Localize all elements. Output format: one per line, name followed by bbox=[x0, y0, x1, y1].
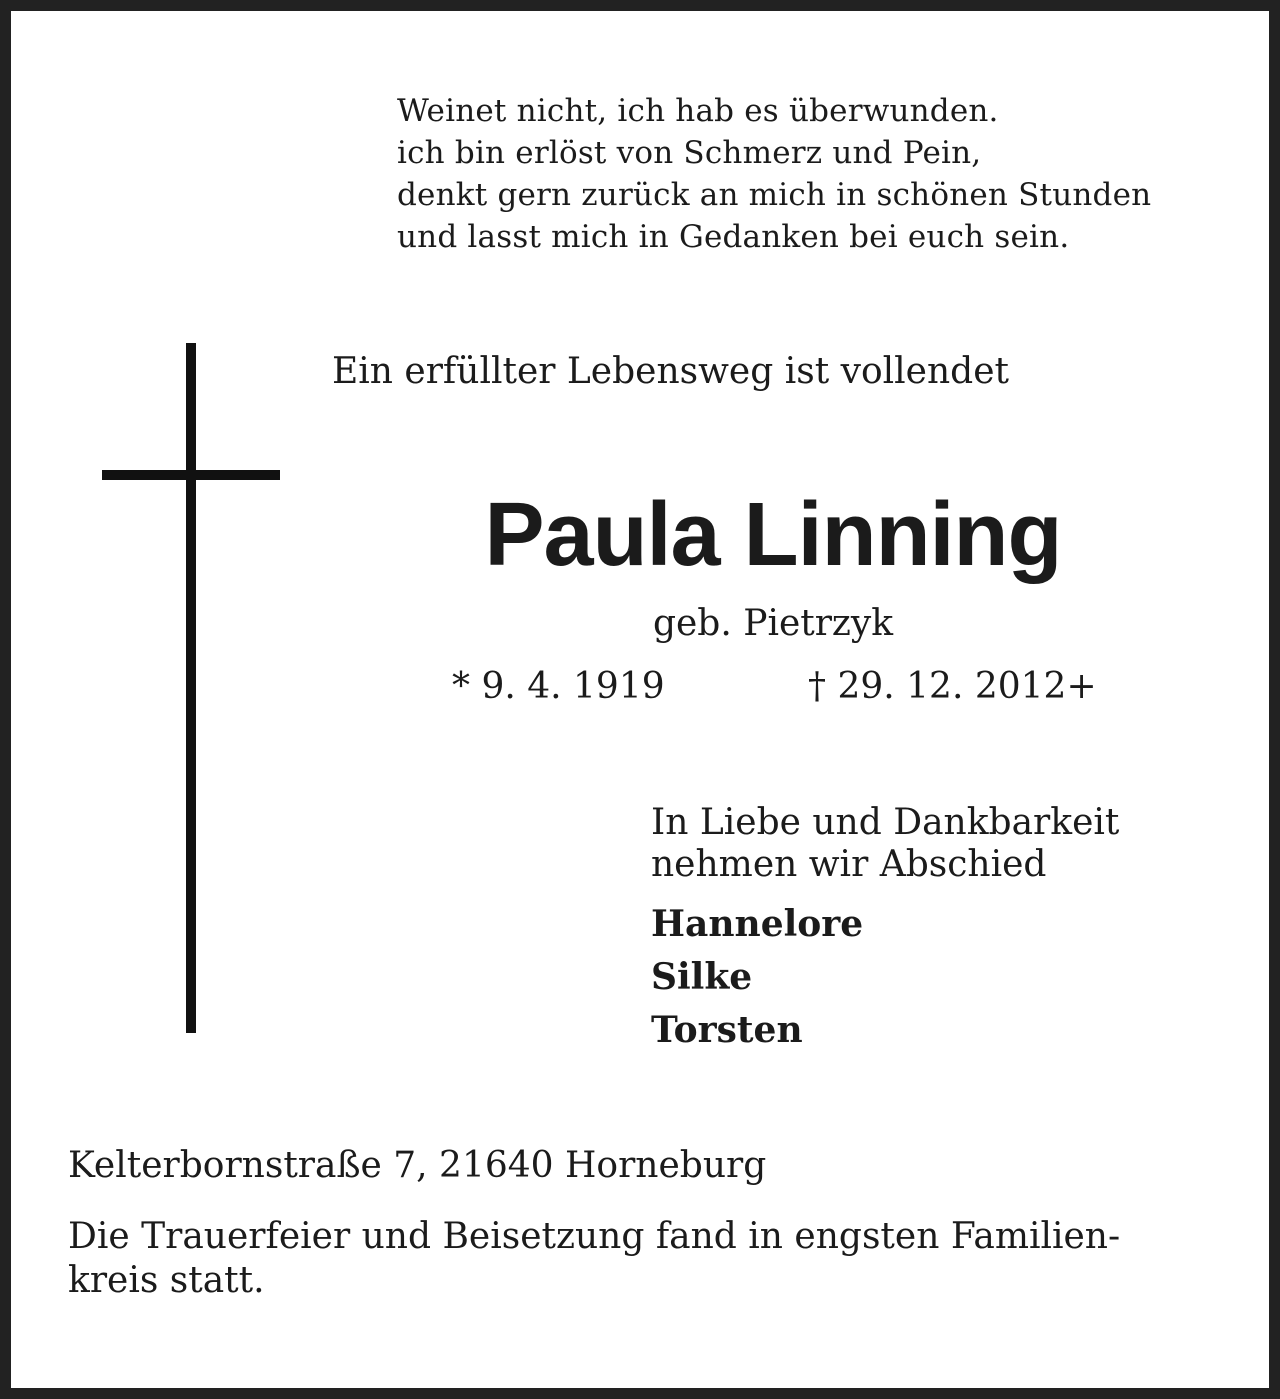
mourner-list bbox=[651, 898, 863, 1057]
address: Kelterbornstraße 7, 21640 Horneburg bbox=[68, 1145, 767, 1186]
farewell-line: In Liebe und Dankbarkeit bbox=[651, 802, 1120, 843]
death-date: † 29. 12. 2012+ bbox=[808, 666, 1097, 707]
ceremony-line: kreis statt. bbox=[68, 1260, 265, 1301]
ceremony-line: Die Trauerfeier und Beisetzung fand in engsten Familien- bbox=[68, 1216, 1121, 1257]
poem-line: denkt gern zurück an mich in schönen Stunden bbox=[397, 177, 1152, 213]
farewell-line: nehmen wir Abschied bbox=[651, 844, 1047, 885]
maiden-name: geb. Pietrzyk bbox=[652, 603, 894, 644]
farewell-text bbox=[651, 802, 1251, 886]
poem-line: und lasst mich in Gedanken bei euch sein. bbox=[397, 219, 1070, 255]
deceased-name: Paula Linning bbox=[484, 485, 1062, 585]
cross-vertical-bar bbox=[186, 343, 196, 1033]
mourner-name: Silke bbox=[651, 956, 753, 998]
headline: Ein erfüllter Lebensweg ist vollendet bbox=[332, 351, 1009, 392]
poem bbox=[397, 90, 1257, 258]
mourner-name: Torsten bbox=[651, 1009, 803, 1051]
ceremony-note bbox=[68, 1215, 1228, 1303]
mourner-name: Hannelore bbox=[651, 903, 864, 945]
birth-date: * 9. 4. 1919 bbox=[452, 666, 665, 707]
cross-horizontal-bar bbox=[102, 470, 280, 480]
poem-line: Weinet nicht, ich hab es überwunden. bbox=[397, 93, 999, 129]
poem-line: ich bin erlöst von Schmerz und Pein, bbox=[397, 135, 982, 171]
